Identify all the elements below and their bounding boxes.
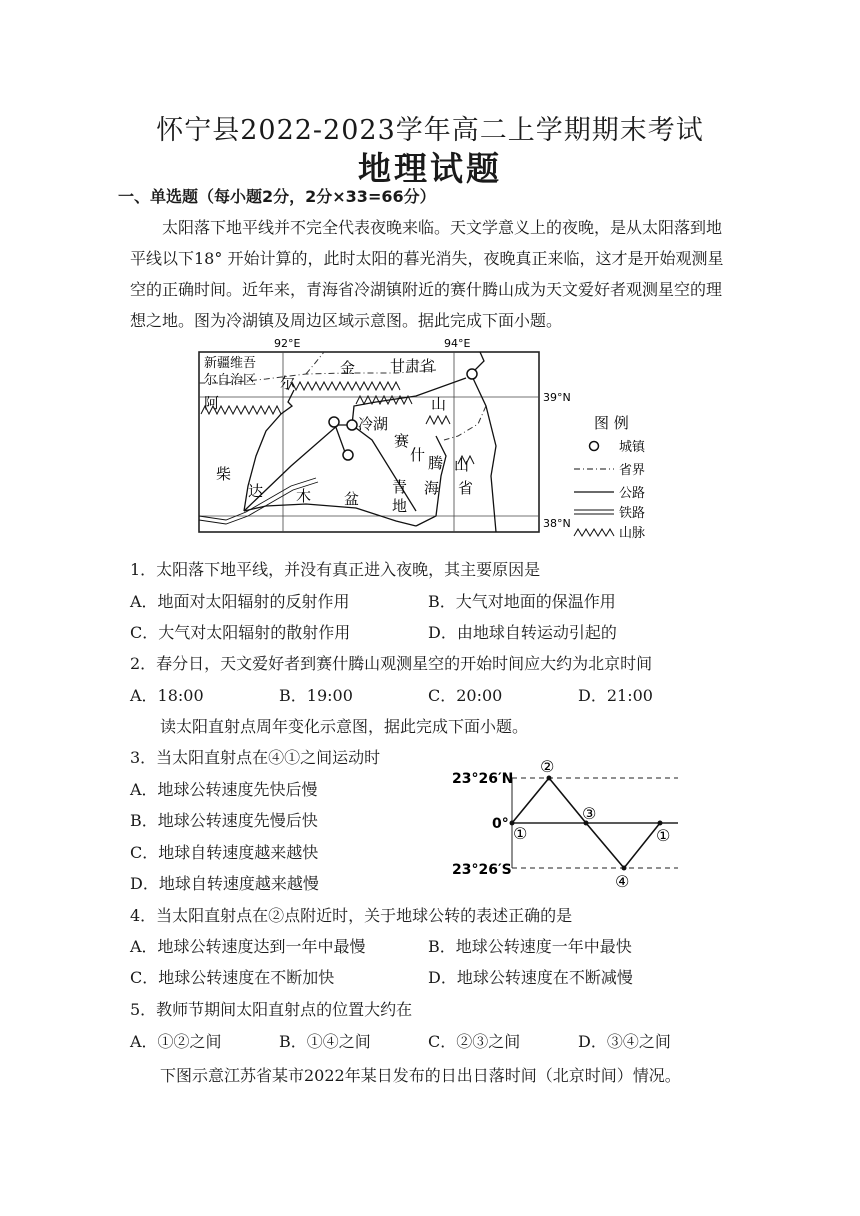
town-marker-west xyxy=(329,417,339,427)
lenghu-map xyxy=(196,336,656,540)
province-boundary-ne xyxy=(306,352,324,374)
svg-text:金: 金 xyxy=(340,359,356,377)
legend-town-label: 城镇 xyxy=(619,440,646,455)
q3-stem: 3．当太阳直射点在④①之间运动时 xyxy=(130,748,381,767)
svg-text:尔: 尔 xyxy=(280,374,296,392)
q5-stem: 5．教师节期间太阳直射点的位置大约在 xyxy=(130,1000,413,1019)
legend-town-symbol xyxy=(590,442,599,451)
svg-text:盆: 盆 xyxy=(344,490,360,508)
lon-92-label: 92°E xyxy=(274,337,301,350)
q4-option-d: D．地球公转速度在不断减慢 xyxy=(428,968,633,987)
label-point-1-start: ① xyxy=(513,824,528,843)
map-legend xyxy=(574,414,646,540)
q2-option-a: A．18:00 xyxy=(130,686,204,705)
svg-text:山: 山 xyxy=(431,395,447,413)
svg-text:赛: 赛 xyxy=(394,432,410,450)
point-4 xyxy=(622,866,627,871)
q2-option-b: B．19:00 xyxy=(279,686,353,705)
town-marker-ne xyxy=(467,369,477,379)
svg-text:什: 什 xyxy=(410,446,426,464)
label-point-3: ③ xyxy=(582,804,597,823)
q3-option-c: C．地球自转速度越来越快 xyxy=(130,843,319,862)
point-1-end xyxy=(658,821,663,826)
svg-text:木: 木 xyxy=(296,487,312,505)
svg-text:尔自治区: 尔自治区 xyxy=(204,373,257,388)
passage-intro: 太阳落下地平线并不完全代表夜晚来临。天文学意义上的夜晚，是从太阳落到地平线以下18° 开始计算的，此时太阳的暮光消失，夜晚真正来临，这才是开始观测星空的正确时间。近年来，青海省冷湖镇附近的赛什腾山成为天文爱好者观测星空的理想之地。图为冷湖镇及周边区域示意图。据此完成下面小题。 xyxy=(130,218,724,330)
svg-text:山: 山 xyxy=(454,456,470,474)
svg-text:柴: 柴 xyxy=(216,465,232,483)
legend-title: 图 例 xyxy=(594,414,629,432)
q5-option-b: B．①④之间 xyxy=(279,1032,371,1051)
q2-option-d: D．21:00 xyxy=(578,686,653,705)
town-marker-south xyxy=(343,450,353,460)
q1-option-a: A．地面对太阳辐射的反射作用 xyxy=(130,592,350,611)
svg-text:青: 青 xyxy=(392,478,408,496)
q3-option-a: A．地球公转速度先快后慢 xyxy=(130,780,318,799)
label-tropic-north: 23°26′N xyxy=(452,771,514,787)
label-point-2: ② xyxy=(540,758,555,776)
q4-option-c: C．地球公转速度在不断加快 xyxy=(130,968,335,987)
town-marker-lenghu xyxy=(347,420,357,430)
q3-option-b: B．地球公转速度先慢后快 xyxy=(130,811,318,830)
q5-option-a: A．①②之间 xyxy=(130,1032,222,1051)
lon-94-label: 94°E xyxy=(444,337,471,350)
q1-option-b: B．大气对地面的保温作用 xyxy=(428,592,616,611)
road-south xyxy=(244,504,416,526)
svg-text:省: 省 xyxy=(458,479,474,497)
q2-option-c: C．20:00 xyxy=(428,686,503,705)
q2-stem: 2．春分日，天文爱好者到赛什腾山观测星空的开始时间应大约为北京时间 xyxy=(130,654,653,673)
q3-option-d: D．地球自转速度越来越慢 xyxy=(130,874,319,893)
q1-stem: 1．太阳落下地平线，并没有真正进入夜晚，其主要原因是 xyxy=(130,560,541,579)
q1-option-c: C．大气对太阳辐射的散射作用 xyxy=(130,623,351,642)
legend-mountain-symbol xyxy=(574,529,614,536)
passage-sun-diagram: 读太阳直射点周年变化示意图，据此完成下面小题。 xyxy=(160,717,529,736)
label-tropic-south: 23°26′S xyxy=(452,862,512,878)
q5-option-d: D．③④之间 xyxy=(578,1032,671,1051)
province-boundary-east xyxy=(444,406,486,440)
label-point-1-end: ① xyxy=(656,826,671,845)
section-heading: 一、单选题（每小题2分，2分×33=66分） xyxy=(118,187,436,206)
lat-39-label: 39°N xyxy=(543,391,571,404)
q4-option-a: A．地球公转速度达到一年中最慢 xyxy=(130,937,366,956)
svg-text:新疆维吾: 新疆维吾 xyxy=(204,356,257,371)
exam-title: 怀宁县2022-2023学年高二上学期期末考试 xyxy=(156,115,704,146)
svg-text:达: 达 xyxy=(248,482,264,500)
subsolar-point-diagram xyxy=(446,758,686,893)
road-east-boundary xyxy=(471,374,496,532)
legend-boundary-label: 省界 xyxy=(619,463,646,478)
label-equator: 0° xyxy=(492,816,509,832)
passage-sunrise-sunset: 下图示意江苏省某市2022年某日发布的日出日落时间（北京时间）情况。 xyxy=(160,1066,681,1085)
label-point-4: ④ xyxy=(615,872,630,891)
q5-option-c: C．②③之间 xyxy=(428,1032,521,1051)
svg-text:腾: 腾 xyxy=(428,454,444,472)
point-2 xyxy=(547,776,552,781)
subject-title: 地理试题 xyxy=(358,149,502,188)
svg-text:海: 海 xyxy=(424,479,440,497)
q4-stem: 4．当太阳直射点在②点附近时，关于地球公转的表述正确的是 xyxy=(130,906,573,925)
legend-railway-label: 铁路 xyxy=(619,506,646,521)
svg-text:冷湖: 冷湖 xyxy=(358,415,389,433)
q4-option-b: B．地球公转速度一年中最快 xyxy=(428,937,632,956)
q1-option-d: D．由地球自转运动引起的 xyxy=(428,623,617,642)
svg-text:阿: 阿 xyxy=(204,394,220,412)
legend-mountain-label: 山脉 xyxy=(619,526,646,540)
svg-text:地: 地 xyxy=(392,497,408,515)
lat-38-label: 38°N xyxy=(543,517,571,530)
svg-text:甘肃省: 甘肃省 xyxy=(390,357,436,375)
legend-road-label: 公路 xyxy=(619,486,646,501)
